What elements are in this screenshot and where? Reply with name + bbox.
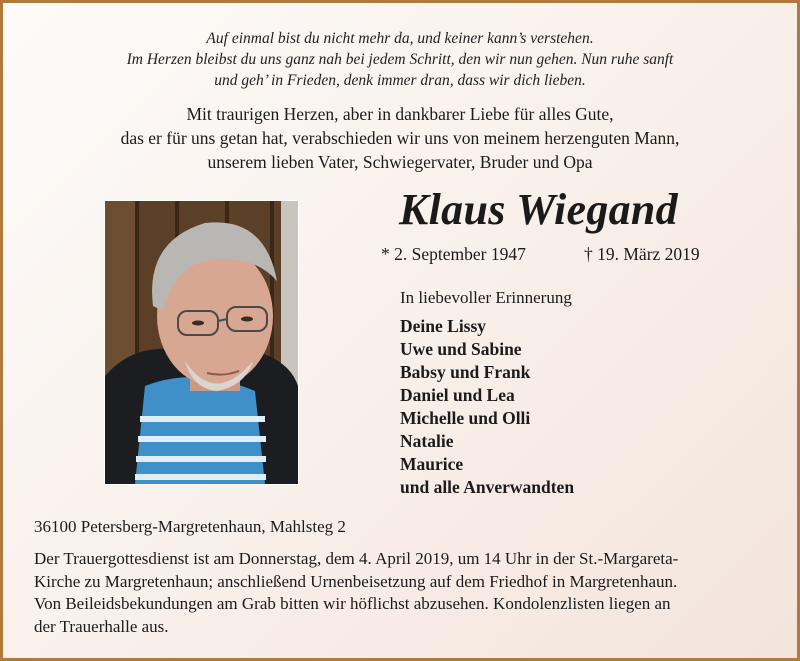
address: 36100 Petersberg-Margretenhaun, Mahlsteg 2 <box>34 517 346 536</box>
mourner-item: Natalie <box>400 431 454 451</box>
poem <box>3 28 797 91</box>
service-line-1: Der Trauergottesdienst ist am Donnerstag, dem 4. April 2019, um 14 Uhr in der St.-Margareta- <box>34 549 679 568</box>
intro-line-1: Mit traurigen Herzen, aber in dankbarer Liebe für alles Gute, <box>186 104 614 124</box>
birth-date: * 2. September 1947 <box>381 244 526 264</box>
service-line-3: Von Beileidsbekundungen am Grab bitten wir höflichst abzusehen. Kondolenzlisten liegen an <box>34 594 671 614</box>
portrait-photo <box>104 200 299 485</box>
mourner-item: Uwe und Sabine <box>400 339 522 359</box>
poem-line-3: und geh’ in Frieden, denk immer dran, dass wir dich lieben. <box>214 72 586 89</box>
mourner-item: Babsy und Frank <box>400 362 531 382</box>
intro-line-3: unserem lieben Vater, Schwiegervater, Bruder und Opa <box>207 152 593 172</box>
memory-label: In liebevoller Erinnerung <box>400 288 572 307</box>
poem-line-1: Auf einmal bist du nicht mehr da, und keiner kann’s verstehen. <box>206 30 594 47</box>
poem-line-2: Im Herzen bleibst du uns ganz nah bei jedem Schritt, den wir nun gehen. Nun ruhe sanft <box>126 51 674 68</box>
mourner-item: Daniel und Lea <box>400 385 515 405</box>
mourners-list <box>400 315 574 499</box>
deceased-name: Klaus Wiegand <box>399 185 678 234</box>
service-info <box>34 548 774 638</box>
mourner-item: Deine Lissy <box>400 316 487 336</box>
intro-line-2: das er für uns getan hat, verabschieden wir uns von meinem herzenguten Mann, <box>120 128 680 148</box>
death-date: † 19. März 2019 <box>584 244 700 264</box>
mourner-item: Michelle und Olli <box>400 408 531 428</box>
service-line-4: der Trauerhalle aus. <box>34 616 169 636</box>
service-line-2: Kirche zu Margretenhaun; anschließend Urnenbeisetzung auf dem Friedhof in Margretenhaun. <box>34 571 678 591</box>
mourner-item: Maurice <box>400 454 464 474</box>
mourner-item: und alle Anverwandten <box>400 477 575 497</box>
intro-text <box>3 102 797 174</box>
